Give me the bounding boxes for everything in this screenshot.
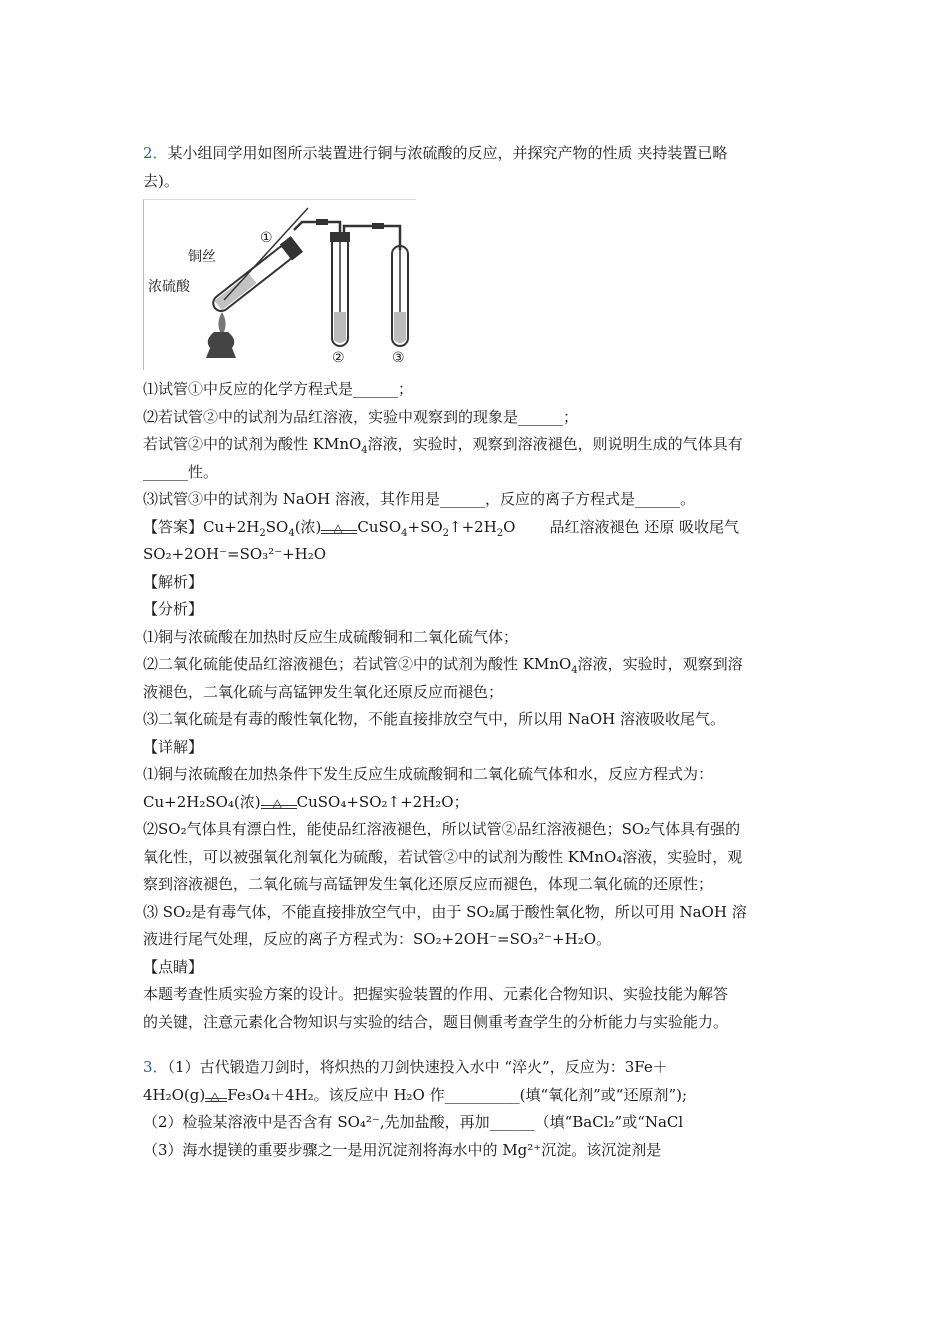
question-3-line-4: （3）海水提镁的重要步骤之一是用沉淀剂将海水中的 Mg²⁺沉淀。该沉淀剂是 xyxy=(143,1140,662,1159)
document-page xyxy=(143,140,813,1164)
detail-2a: ⑵SO₂气体具有漂白性，能使品红溶液褪色，所以试管②品红溶液褪色；SO₂气体具有强的 xyxy=(143,820,741,838)
sub-question-1: ⑴试管①中反应的化学方程式是______； xyxy=(143,380,414,398)
detail-2c: 察到溶液褪色，二氧化硫与高锰钾发生氧化还原反应而褪色，体现二氧化硫的还原性； xyxy=(143,875,714,893)
conc-acid-label: 浓硫酸 xyxy=(148,279,190,295)
tube-2-label: ② xyxy=(332,350,345,366)
tube-1-label: ① xyxy=(260,230,273,246)
copper-wire-label: 铜丝 xyxy=(188,249,216,265)
answer-tag: 【答案】 xyxy=(143,517,204,536)
apparatus-figure xyxy=(143,199,416,370)
heat-condition-icon: △ xyxy=(205,1087,227,1105)
analysis-1: ⑴铜与浓硫酸在加热时反应生成硫酸铜和二氧化硫气体； xyxy=(143,627,519,646)
test-tube-1 xyxy=(209,236,303,316)
question-3-line-2: 4H₂O(g) △ Fe₃O₄＋4H₂。该反应中 H₂O 作__________(填“氧化剂”或“还原剂”); xyxy=(143,1085,688,1104)
delivery-tube-2 xyxy=(344,226,400,250)
question-2-stem-line-2: 去)。 xyxy=(143,171,179,190)
detail-3a: ⑶ SO₂是有毒气体，不能直接排放空气中，由于 SO₂属于酸性氧化物，所以可用 NaOH 溶 xyxy=(143,902,747,921)
question-3-number: 3． xyxy=(143,1058,168,1076)
sub-question-2b: 若试管②中的试剂为酸性 KMnO$_4$溶液，实验时，观察到溶液褪色，则说明生成的气体具有 xyxy=(143,435,743,456)
question-2-number: 2． xyxy=(143,144,168,162)
detail-3b: 液进行尾气处理，反应的离子方程式为：SO₂+2OH⁻=SO₃²⁻+H₂O。 xyxy=(143,930,612,948)
heat-condition-icon: △ xyxy=(261,794,297,812)
xiangjie-heading: 【详解】 xyxy=(143,737,204,756)
question-3-line-3: （2）检验某溶液中是否含有 SO₄²⁻,先加盐酸，再加______（填“BaCl₂”或“NaCl xyxy=(143,1113,684,1131)
alcohol-lamp-icon xyxy=(206,332,236,358)
detail-2b: 氧化性，可以被强氧化剂氧化为硫酸，若试管②中的试剂为酸性 KMnO₄溶液，实验时，观 xyxy=(143,847,743,866)
analysis-2: ⑵二氧化硫能使品红溶液褪色；若试管②中的试剂为酸性 KMnO$_4$溶液，实验时，观察到溶 xyxy=(143,655,743,676)
question-3-line-1: 3．（1）古代锻造刀剑时，将炽热的刀剑快速投入水中 “淬火”，反应为：3Fe＋ xyxy=(143,1058,668,1076)
fenxi-heading: 【分析】 xyxy=(143,600,204,618)
question-2-stem-line-1: 2．某小组同学用如图所示装置进行铜与浓硫酸的反应，并探究产物的性质 夹持装置已略 xyxy=(143,144,728,162)
detail-1: ⑴铜与浓硫酸在加热条件下发生反应生成硫酸铜和二氧化硫气体和水，反应方程式为： xyxy=(143,765,714,783)
heat-condition-icon: △ xyxy=(321,519,357,537)
answer-line: 【答案】$Cu+2H_2SO_4$(浓) △ $CuSO_4+SO_2↑+2H_2O$ 品红溶液褪色 还原 吸收尾气 xyxy=(143,517,740,539)
jiexi-heading: 【解析】 xyxy=(143,572,204,591)
analysis-3: ⑶二氧化硫是有毒的酸性氧化物，不能直接排放空气中，所以用 NaOH 溶液吸收尾气。 xyxy=(143,710,725,728)
comment-1: 本题考查性质实验方案的设计。把握实验装置的作用、元素化合物知识、实验技能为解答 xyxy=(143,985,729,1003)
analysis-2-cont: 液褪色，二氧化硫与高锰钾发生氧化还原反应而褪色； xyxy=(143,682,504,701)
sub-question-2c: ______性。 xyxy=(143,462,219,481)
comment-2: 的关键，注意元素化合物知识与实验的结合，题目侧重考查学生的分析能力与实验能力。 xyxy=(143,1012,729,1031)
flame-icon xyxy=(218,312,225,332)
dianjing-heading: 【点睛】 xyxy=(143,957,204,976)
sub-question-2: ⑵若试管②中的试剂为品红溶液，实验中观察到的现象是______； xyxy=(143,407,579,426)
sub-question-3: ⑶试管③中的试剂为 NaOH 溶液，其作用是______，反应的离子方程式是______。 xyxy=(143,490,695,508)
answer-ion-equation: SO₂+2OH⁻=SO₃²⁻+H₂O xyxy=(143,545,327,563)
tube-3-label: ③ xyxy=(392,350,405,366)
detail-1-equation: Cu+2H₂SO₄(浓) △ CuSO₄+SO₂↑+2H₂O； xyxy=(143,792,469,811)
